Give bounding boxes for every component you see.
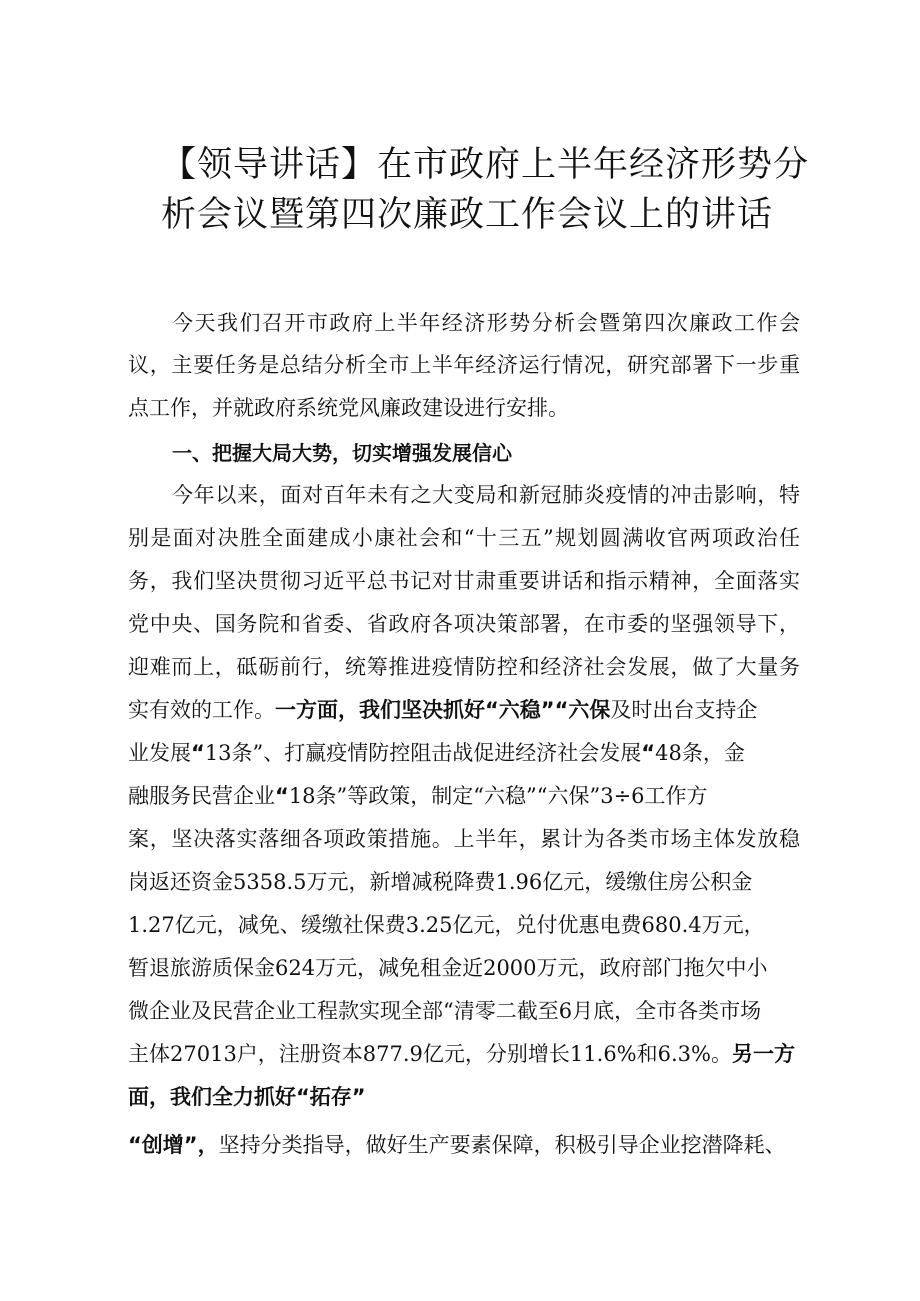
paragraph-2-line-7-quote-2: “	[641, 741, 656, 765]
paragraph-2-line-14	[128, 1038, 800, 1068]
paragraph-2-line-16	[128, 1129, 800, 1159]
paragraph-2-line-1: 今年以来，面对百年未有之大变局和新冠肺炎疫情的冲击影响，特	[172, 483, 800, 507]
paragraph-2-line-8-text-a: 融服务民营企业	[128, 784, 275, 808]
paragraph-2-line-14-text-a: 主体27013户，注册资本877.9亿元，分别增长11.6%和6.3%。	[128, 1042, 732, 1066]
paragraph-1-line-2: 议，主要任务是总结分析全市上半年经济运行情况，研究部署下一步重	[128, 353, 800, 377]
paragraph-2-line-8	[128, 780, 800, 810]
paragraph-2-line-6	[128, 694, 800, 724]
paragraph-2-line-4: 党中央、国务院和省委、省政府各项决策部署，在市委的坚强领导下，	[128, 612, 800, 636]
section-heading-1: 一、把握大局大势，切实增强发展信心	[172, 441, 512, 465]
paragraph-2-line-15: 面，我们全力抓好“拓存”	[128, 1085, 366, 1109]
paragraph-2-line-6-bold: 一方面，我们坚决抓好“六稳”“六保	[275, 698, 611, 722]
paragraph-2-line-2: 别是面对决胜全面建成小康社会和“十三五”规划圆满收官两项政治任	[128, 526, 800, 550]
paragraph-2-line-7-text-a: 业发展	[128, 741, 191, 765]
paragraph-1-line-3: 点工作，并就政府系统党风廉政建设进行安排。	[128, 396, 569, 420]
document-title-line-1: 【领导讲话】在市政府上半年经济形势分	[161, 145, 810, 185]
paragraph-1-line-1: 今天我们召开市政府上半年经济形势分析会暨第四次廉政工作会	[172, 311, 800, 335]
paragraph-2-line-16-bold: “创增”，	[128, 1133, 219, 1157]
paragraph-2-line-5: 迎难而上，砥砺前行，统筹推进疫情防控和经济社会发展，做了大量务	[128, 655, 800, 679]
paragraph-2-line-9: 案，坚决落实落细各项政策措施。上半年，累计为各类市场主体发放稳	[128, 827, 800, 851]
paragraph-2-line-12: 暂退旅游质保金624万元，减免租金近2000万元，政府部门拖欠中小	[128, 956, 768, 980]
paragraph-2-line-7-quote-1: “	[191, 741, 205, 765]
paragraph-2-line-6-text-a: 实有效的工作。	[128, 698, 275, 722]
paragraph-2-line-8-text-c: 18条”等政策，制定“六稳”“六保”3÷6工作方	[288, 784, 708, 808]
paragraph-2-line-6-text-c: 及时出台支持企	[610, 698, 758, 722]
paragraph-2-line-10: 岗返还资金5358.5万元，新增减税降费1.96亿元，缓缴住房公积金	[128, 870, 753, 894]
paragraph-2-line-14-bold: 另一方	[731, 1042, 795, 1066]
paragraph-2-line-13: 微企业及民营企业工程款实现全部“清零二截至6月底，全市各类市场	[128, 999, 762, 1023]
paragraph-2-line-7-text-e: 48条，金	[655, 741, 745, 765]
paragraph-2-line-8-quote: “	[275, 784, 289, 808]
paragraph-2-line-16-text: 坚持分类指导，做好生产要素保障，积极引导企业挖潜降耗、	[218, 1133, 786, 1157]
paragraph-2-line-11: 1.27亿元，减免、缓缴社保费3.25亿元，兑付优惠电费680.4万元，	[128, 913, 765, 937]
document-title-line-2: 析会议暨第四次廉政工作会议上的讲话	[161, 195, 774, 235]
paragraph-2-line-7	[128, 737, 800, 767]
paragraph-2-line-7-text-c: 13条”、打赢疫情防控阻击战促进经济社会发展	[204, 741, 642, 765]
paragraph-2-line-3: 务，我们坚决贯彻习近平总书记对甘肃重要讲话和指示精神，全面落实	[128, 569, 800, 593]
